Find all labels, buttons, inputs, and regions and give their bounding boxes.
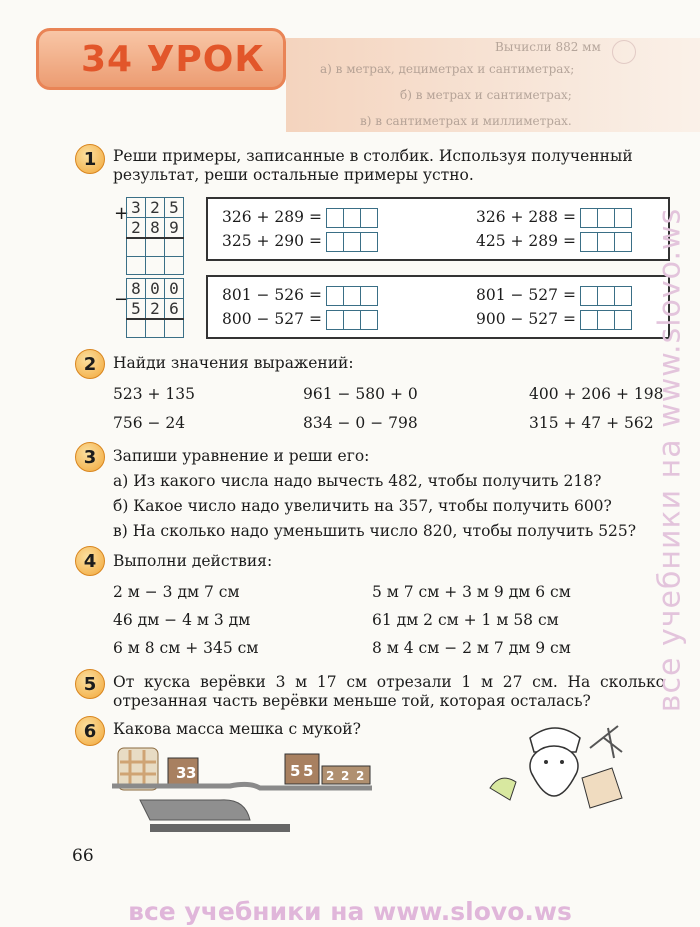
digit: 8 (127, 279, 146, 299)
answer-cells[interactable] (581, 286, 632, 306)
mental-math-box (206, 197, 670, 261)
lesson-title: 34 УРОК (36, 28, 286, 90)
expression: 523 + 135 (113, 385, 196, 403)
side-watermark: все учебники на www.slovo.ws (652, 207, 688, 713)
task5-text: отрезанная часть верёвки меньше той, которая осталась? (113, 692, 591, 710)
equation: 326 + 289 = (222, 208, 378, 228)
task4-item: 2 м − 3 дм 7 см (113, 583, 240, 601)
answer-cells[interactable] (327, 208, 378, 228)
task6-text: Какова масса мешка с мукой? (113, 720, 361, 738)
weight-label: 2 (341, 769, 350, 783)
answer-cells[interactable] (327, 286, 378, 306)
ghost-text: Вычисли 882 мм (495, 40, 601, 54)
task-number-badge: 4 (75, 546, 105, 576)
answer-cells[interactable] (327, 232, 378, 252)
task2-text: Найди значения выражений: (113, 354, 354, 372)
answer-cells[interactable] (581, 232, 632, 252)
task-number-badge: 3 (75, 442, 105, 472)
task4-item: 46 дм − 4 м 3 дм (113, 611, 251, 629)
answer-cells[interactable] (581, 208, 632, 228)
weight-label: 3 (186, 764, 197, 782)
task4-item: 61 дм 2 см + 1 м 58 см (372, 611, 559, 629)
digit: 9 (165, 218, 184, 239)
task-number-badge: 5 (75, 669, 105, 699)
bottom-watermark: все учебники на www.slovo.ws (128, 897, 572, 926)
plus-sign: + (114, 203, 130, 224)
digit: 0 (146, 279, 165, 299)
minus-sign: − (114, 289, 130, 310)
balance-scale-illustration (110, 740, 380, 840)
expression: 400 + 206 + 198 (529, 385, 664, 403)
weight-label: 2 (326, 769, 335, 783)
miller-character-illustration (470, 718, 640, 828)
task-number-badge: 6 (75, 716, 105, 746)
weight-label: 5 (303, 762, 314, 780)
expression: 961 − 580 + 0 (303, 385, 418, 403)
task3-item: б) Какое число надо увеличить на 357, чтобы получить 600? (113, 497, 612, 515)
digit: 6 (165, 299, 184, 320)
ghost-text: в) в сантиметрах и миллиметрах. (360, 114, 572, 128)
answer-cells[interactable] (581, 310, 632, 330)
ghost-text: б) в метрах и сантиметрах; (400, 88, 572, 102)
equation: 325 + 290 = (222, 232, 378, 252)
equation: 801 − 526 = (222, 286, 378, 306)
task4-item: 6 м 8 см + 345 см (113, 639, 259, 657)
task3-text: Запиши уравнение и реши его: (113, 447, 370, 465)
digit: 2 (146, 198, 165, 218)
digit: 5 (165, 198, 184, 218)
weight-label: 5 (290, 762, 301, 780)
column-subtraction-grid (126, 278, 184, 338)
equation: 800 − 527 = (222, 310, 378, 330)
ghost-text: а) в метрах, дециметрах и сантиметрах; (320, 62, 575, 76)
task4-item: 5 м 7 см + 3 м 9 дм 6 см (372, 583, 571, 601)
task1-text: результат, реши остальные примеры устно. (113, 166, 474, 184)
equation: 801 − 527 = (476, 286, 632, 306)
task4-text: Выполни действия: (113, 552, 273, 570)
equation: 900 − 527 = (476, 310, 632, 330)
equation: 326 + 288 = (476, 208, 632, 228)
digit: 0 (165, 279, 184, 299)
task3-item: в) На сколько надо уменьшить число 820, чтобы получить 525? (113, 522, 637, 540)
task1-text: Реши примеры, записанные в столбик. Используя полученный (113, 147, 633, 165)
weight-label: 2 (356, 769, 365, 783)
task-number-badge: 1 (75, 144, 105, 174)
expression: 756 − 24 (113, 414, 186, 432)
scale-base (140, 800, 250, 820)
task-number-badge: 2 (75, 349, 105, 379)
expression: 315 + 47 + 562 (529, 414, 654, 432)
mental-math-box (206, 275, 670, 339)
digit: 2 (127, 218, 146, 239)
digit: 2 (146, 299, 165, 320)
digit: 5 (127, 299, 146, 320)
page-number: 66 (72, 846, 94, 866)
column-addition-grid (126, 197, 184, 275)
weight-label: 3 (176, 764, 187, 782)
digit: 3 (127, 198, 146, 218)
answer-cells[interactable] (327, 310, 378, 330)
expression: 834 − 0 − 798 (303, 414, 418, 432)
equation: 425 + 289 = (476, 232, 632, 252)
task4-item: 8 м 4 см − 2 м 7 дм 9 см (372, 639, 571, 657)
task3-item: а) Из какого числа надо вычесть 482, чтобы получить 218? (113, 472, 602, 490)
ghost-badge (612, 40, 636, 64)
task5-text: От куска верёвки 3 м 17 см отрезали 1 м 27 см. На сколько (113, 673, 665, 691)
digit: 8 (146, 218, 165, 239)
